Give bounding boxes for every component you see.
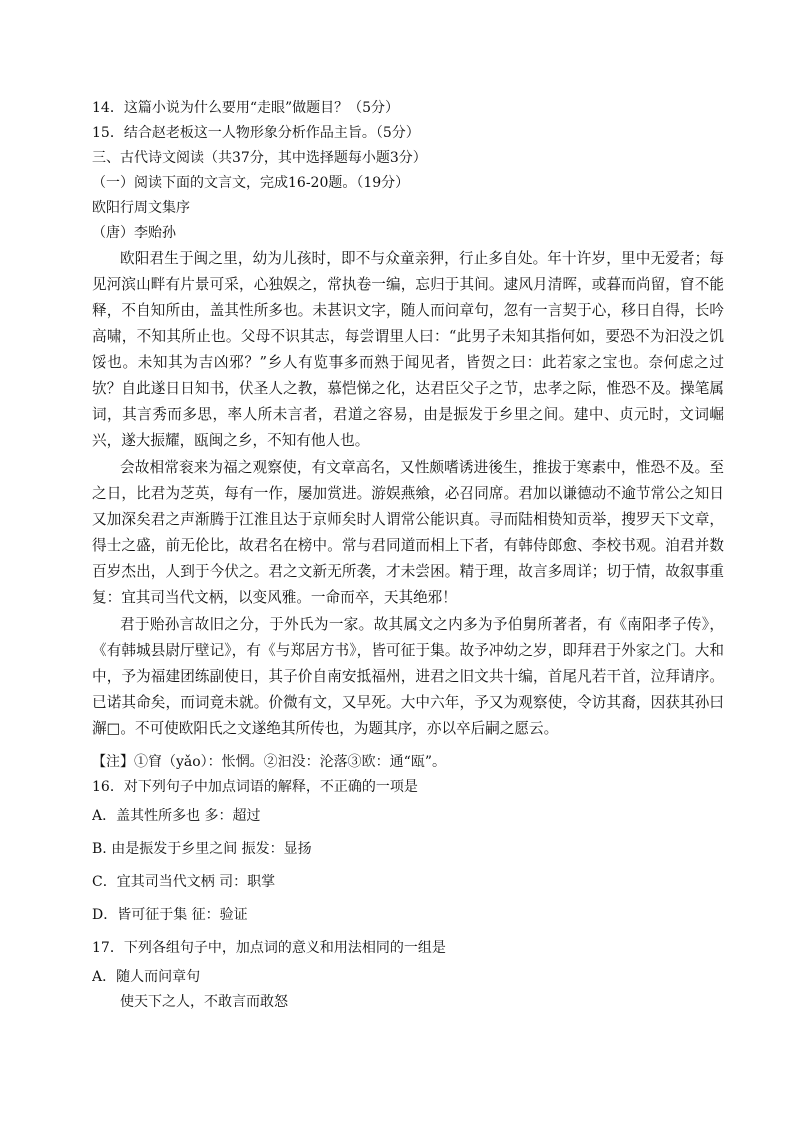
passage-title: 欧阳行周文集序	[92, 200, 190, 216]
annotation-note: 【注】①窅（yǎo）：怅惘。②汩没：沦落③欧：通“瓯”。	[92, 754, 446, 770]
passage-paragraph-2: 会故相常衮来为福之观察使，有文章高名，又性颇嗜诱进後生，推拔于寒素中，惟恐不及。至之日，比君为芝英，每有一作，屡加赏进。游娱燕飨，必召同席。君加以谦德动不逾节常公之知日又加深矣君之声渐腾于江淮且达于京师矣时人谓常公能识真。寻而陆相贽知贡举，搜罗天下文章，得士之盛，前无伦比，故君名在榜中。常与君同道而相上下者，有韩侍郎愈、李校书观。洎君并数百岁杰出，人到于今伏之。君之文新无所袭，才未尝困。精于理，故言多周详；切于情，故叙事重复：宜其司当代文柄，以变风雅。一命而卒，天其绝邪！	[92, 459, 724, 606]
section-heading: 三、古代诗文阅读（共37分，其中选择题每小题3分）	[92, 150, 427, 166]
question-14: 14．这篇小说为什么要用“走眼”做题目？（5分）	[92, 100, 400, 116]
passage-paragraph-3: 君于贻孙言故旧之分，于外氏为一家。故其属文之内多为予伯舅所著者，有《南阳孝子传》，《有韩城县尉厅壁记》，有《与郑居方书》，皆可征于集。故予冲幼之岁，即拜君于外家之门。大和中，予为福建团练副使日，其子价自南安抵福州，进君之旧文共十编，首尾凡若干首，泣拜请序。已诺其命矣，而词竟未就。价微有文，又早死。大中六年，予又为观察使，令访其裔，因获其孙曰澥□。不可使欧阳氏之文遂绝其所传也，为题其序，亦以卒后嗣之愿云。	[92, 616, 724, 737]
question-16-option-d: D．皆可征于集 征：验证	[92, 907, 248, 923]
question-16-option-b: B. 由是振发于乡里之间 振发：显扬	[92, 841, 312, 857]
question-17-option-a-pair: 使天下之人，不敢言而敢怒	[120, 994, 288, 1010]
passage-author: （唐）李贻孙	[92, 225, 176, 241]
subsection-heading: （一）阅读下面的文言文，完成16-20题。（19分）	[92, 175, 410, 191]
passage-paragraph-1: 欧阳君生于闽之里，幼为儿孩时，即不与众童亲狎，行止多自处。年十许岁，里中无爱者；每见河滨山畔有片景可采，心独娱之，常执卷一编，忘归于其间。逮风月清晖，或暮而尚留，窅不能释，不自知所由，盖其性所多也。未甚识文字，随人而问章句，忽有一言契于心，移日自得，长吟高啸，不知其所止也。父母不识其志，每尝谓里人曰：“此男子未知其指何如，要恐不为汩没之饥馁也。未知其为吉凶邪？”乡人有览事多而熟于闻见者，皆贺之曰：此若家之宝也。奈何虑之过欤？自此遂日日知书，伏圣人之教，慕恺悌之化，达君臣父子之节，忠孝之际，惟恐不及。操笔属词，其言秀而多思，率人所未言者，君道之容易，由是振发于乡里之间。建中、贞元时，文词崛兴，遂大振耀，瓯闽之乡，不知有他人也。	[92, 250, 724, 449]
question-16-option-a: A．盖其性所多也 多：超过	[92, 808, 261, 824]
question-16-stem: 16．对下列句子中加点词语的解释，不正确的一项是	[92, 779, 418, 795]
question-17-stem: 17．下列各组句子中，加点词的意义和用法相同的一组是	[92, 940, 446, 956]
question-15: 15．结合赵老板这一人物形象分析作品主旨。（5分）	[92, 125, 420, 141]
question-16-option-c: C．宜其司当代文柄 司：职掌	[92, 874, 276, 890]
passage-body	[92, 246, 724, 742]
document-content	[92, 96, 724, 1015]
question-17-option-a: A．随人而问章句	[92, 969, 201, 985]
